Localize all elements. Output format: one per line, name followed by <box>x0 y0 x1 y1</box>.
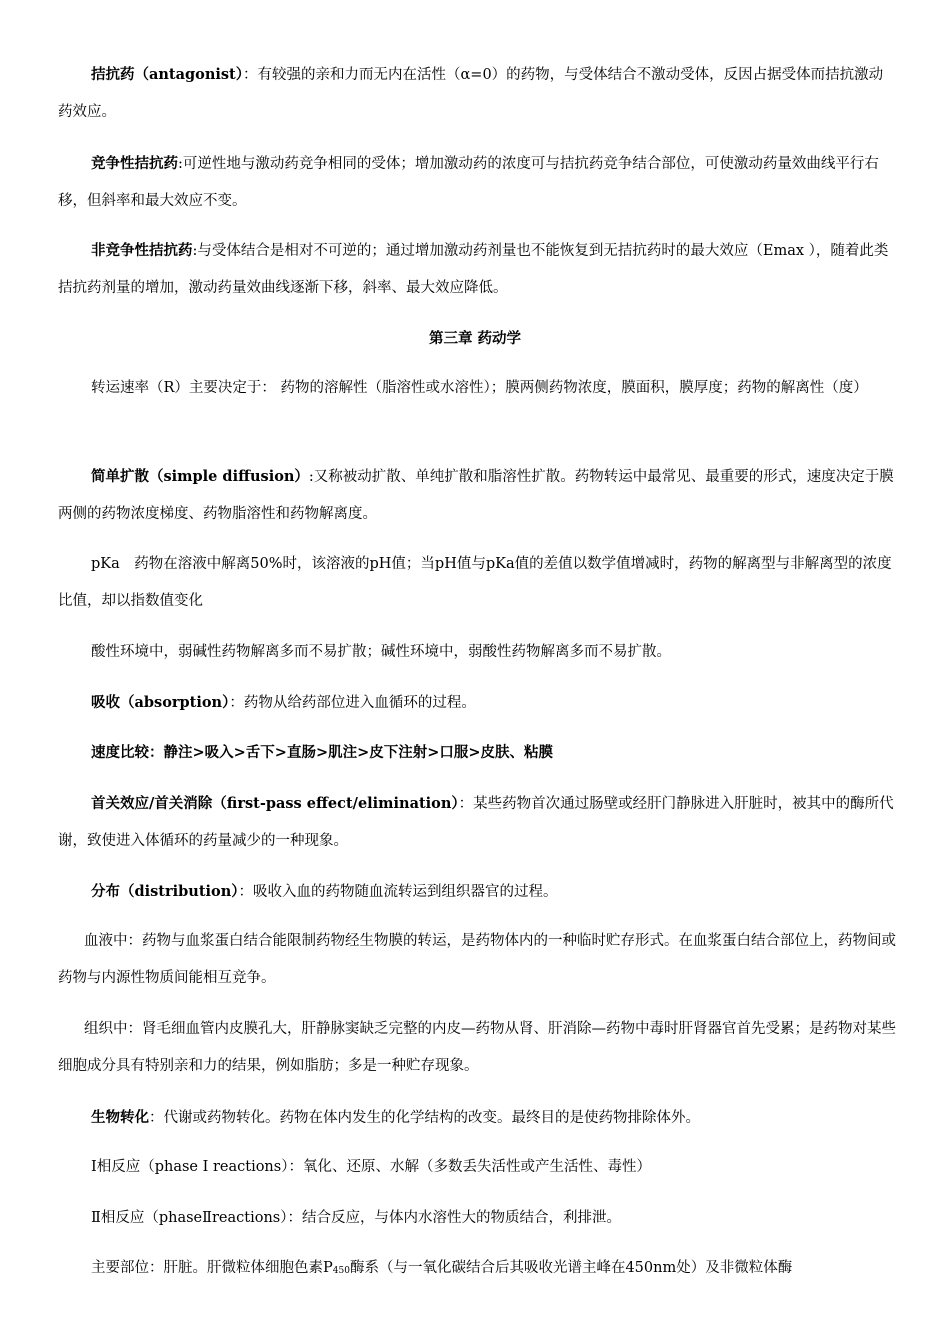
paragraph-noncompetitive-antagonist <box>58 232 896 307</box>
text-competitive-antagonist: :可逆性地与激动药竞争相同的受体；增加激动药的浓度可与拮抗药竞争结合部位，可使激动药量效曲线平行右移，但斜率和最大效应不变。 <box>58 156 879 209</box>
paragraph-phase1: Ⅰ相反应（phase Ⅰ reactions）：氧化、还原、水解（多数丢失活性或产生活性、毒性） <box>91 1159 651 1175</box>
paragraph-blood: 血液中：药物与血浆蛋白结合能限制药物经生物膜的转运，是药物体内的一种临时贮存形式。在血浆蛋白结合部位上，药物间或药物与内源性物质间能相互竞争。 <box>58 933 896 986</box>
paragraph-main-site <box>58 1250 896 1290</box>
term-simple-diffusion: 简单扩散（simple diffusion） <box>91 468 309 485</box>
term-absorption: 吸收（absorption） <box>91 694 230 711</box>
term-distribution: 分布（distribution） <box>91 883 239 900</box>
paragraph-biotransformation <box>58 1099 896 1137</box>
text-main-site-before: 主要部位：肝脏。肝微粒体细胞色素P <box>91 1260 333 1276</box>
paragraph-transport-rate: 转运速率（R）主要决定于： 药物的溶解性（脂溶性或水溶性）；膜两侧药物浓度，膜面积，膜厚度；药物的解离性（度） <box>91 380 868 396</box>
text-distribution: ：吸收入血的药物随血流转运到组织器官的过程。 <box>238 884 558 900</box>
text-main-site-after: 酶系（与一氧化碳结合后其吸收光谱主峰在450nm处）及非微粒体酶 <box>349 1260 793 1276</box>
term-competitive-antagonist: 竞争性拮抗药 <box>91 155 178 172</box>
term-first-pass: 首关效应/首关消除（first-pass effect/elimination） <box>91 795 459 812</box>
text-first-pass: ：某些药物首次通过肠壁或经肝门静脉进入肝脏时，被其中的酶所代谢，致使进入体循环的药量减少的一种现象。 <box>58 796 894 849</box>
paragraph-first-pass <box>58 785 896 860</box>
term-antagonist: 拮抗药（antagonist） <box>91 66 244 83</box>
text-biotransformation: ：代谢或药物转化。药物在体内发生的化学结构的改变。最终目的是使药物排除体外。 <box>149 1110 700 1126</box>
term-noncompetitive-antagonist: 非竞争性拮抗药 <box>91 242 193 259</box>
paragraph-distribution <box>58 873 896 911</box>
text-absorption: ：药物从给药部位进入血循环的过程。 <box>229 695 476 711</box>
paragraph-antagonist <box>58 56 896 131</box>
text-simple-diffusion: :又称被动扩散、单纯扩散和脂溶性扩散。药物转运中最常见、最重要的形式，速度决定于膜两侧的药物浓度梯度、药物脂溶性和药物解离度。 <box>58 469 894 522</box>
chapter-title: 第三章 药动学 <box>428 330 522 347</box>
text-antagonist: ：有较强的亲和力而无内在活性（α=0）的药物，与受体结合不激动受体，反因占据受体而拮抗激动药效应。 <box>58 67 884 120</box>
paragraph-acid-base: 酸性环境中，弱碱性药物解离多而不易扩散；碱性环境中，弱酸性药物解离多而不易扩散。 <box>91 644 671 660</box>
paragraph-phase2: Ⅱ相反应（phaseⅡreactions）：结合反应，与体内水溶性大的物质结合，利排泄。 <box>91 1210 621 1226</box>
paragraph-tissue: 组织中：肾毛细血管内皮膜孔大，肝静脉窦缺乏完整的内皮—药物从肾、肝消除—药物中毒时肝肾器官首先受累；是药物对某些细胞成分具有特别亲和力的结果，例如脂肪；多是一种贮存现象。 <box>58 1021 896 1074</box>
paragraph-competitive-antagonist <box>58 145 896 220</box>
paragraph-speed-compare: 速度比较：静注>吸入>舌下>直肠>肌注>皮下注射>口服>皮肤、粘膜 <box>91 744 554 761</box>
paragraph-pka: pKa 药物在溶液中解离50%时，该溶液的pH值；当pH值与pKa值的差值以数学值增减时，药物的解离型与非解离型的浓度比值，却以指数值变化 <box>58 556 892 609</box>
term-biotransformation: 生物转化 <box>91 1109 149 1126</box>
paragraph-absorption <box>58 684 896 722</box>
text-main-site-sub: 450 <box>332 1266 350 1276</box>
text-noncompetitive-antagonist: :与受体结合是相对不可逆的；通过增加激动药剂量也不能恢复到无拮抗药时的最大效应（Emax ），随着此类拮抗药剂量的增加，激动药量效曲线逐渐下移，斜率、最大效应降低。 <box>58 243 889 296</box>
paragraph-simple-diffusion <box>58 458 896 533</box>
